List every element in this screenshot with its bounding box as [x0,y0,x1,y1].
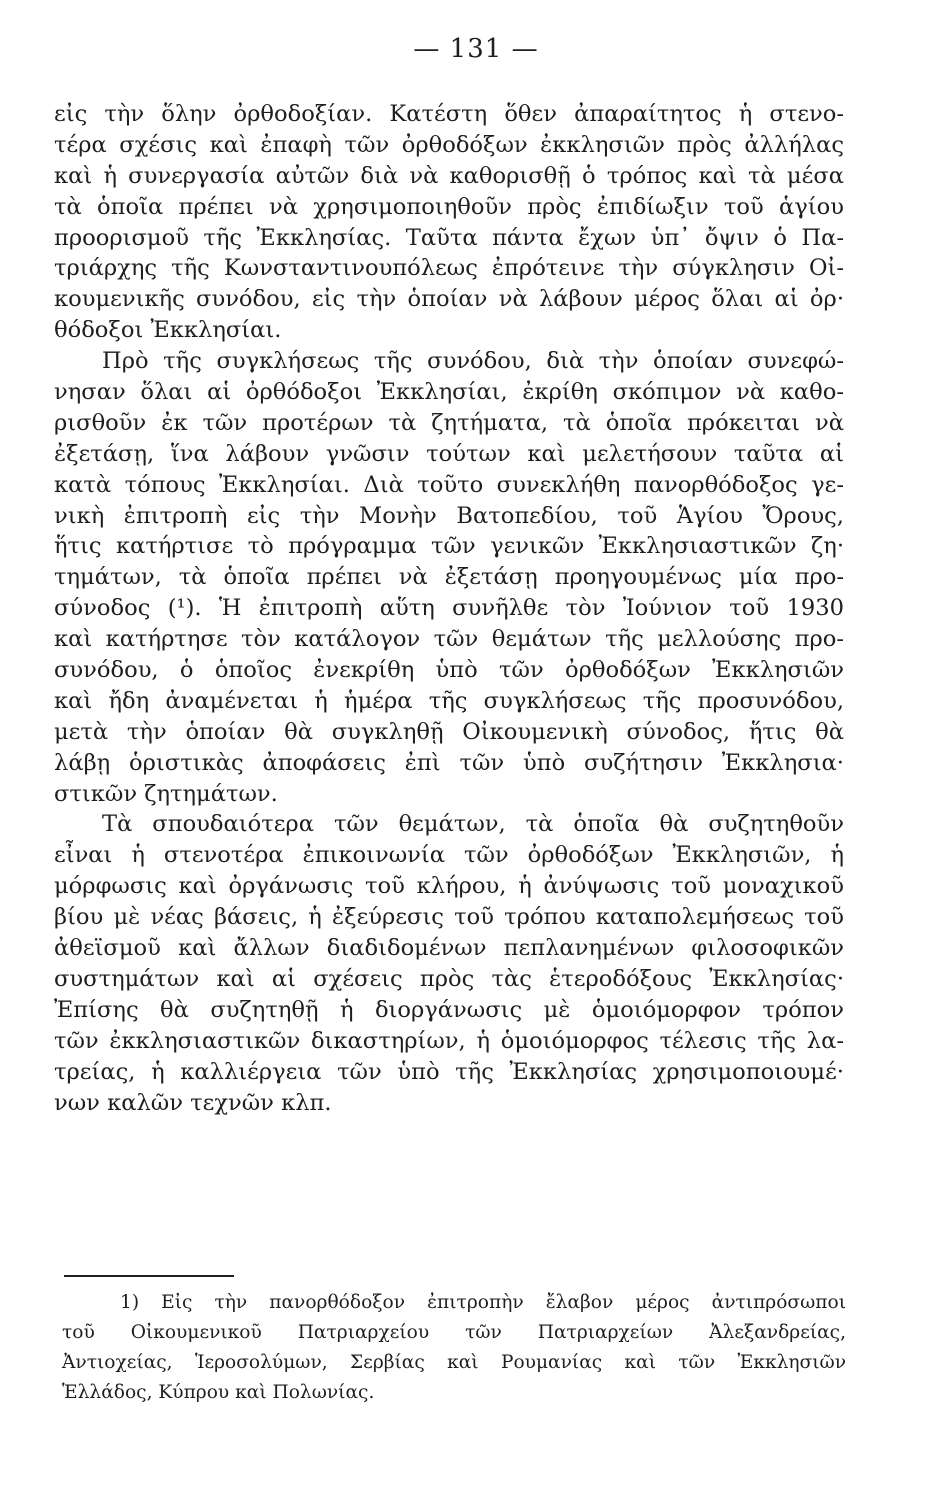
text-line: εἶναι ἡ στενοτέρα ἐπικοινωνία τῶν ὀρθοδόξων Ἐκκλησιῶν, ἡ [54,842,844,869]
text-line: νικὴ ἐπιτροπὴ εἰς τὴν Μονὴν Βατοπεδίου, τοῦ Ἁγίου Ὄρους, [54,502,844,529]
paragraph-start-line: Πρὸ τῆς συγκλήσεως τῆς συνόδου, διὰ τὴν ὁποίαν συνεφώ- [102,348,844,375]
text-line: τριάρχης τῆς Κωνσταντινουπόλεως ἐπρότεινε τὴν σύγκλησιν Οἰ- [54,255,844,282]
text-line: καὶ ἡ συνεργασία αὐτῶν διὰ νὰ καθορισθῇ ὁ τρόπος καὶ τὰ μέσα [54,162,844,189]
text-line: ρισθοῦν ἐκ τῶν προτέρων τὰ ζητήματα, τὰ ὁποῖα πρόκειται νὰ [54,409,844,436]
text-line: τρείας, ἡ καλλιέργεια τῶν ὑπὸ τῆς Ἐκκλησίας χρησιμοποιουμέ· [54,1058,844,1085]
text-line: ἀθεϊσμοῦ καὶ ἄλλων διαδιδομένων πεπλανημένων φιλοσοφικῶν [54,935,844,962]
text-line: βίου μὲ νέας βάσεις, ἡ ἐξεύρεσις τοῦ τρόπου καταπολεμήσεως τοῦ [54,904,844,931]
footnote-line: 1) Εἰς τὴν πανορθόδοξον ἐπιτροπὴν ἔλαβον μέρος ἀντιπρόσωποι [120,1292,846,1313]
text-line: θόδοξοι Ἐκκλησίαι. [54,317,282,344]
footnote-line: τοῦ Οἰκουμενικοῦ Πατριαρχείου τῶν Πατριαρχείων Ἀλεξανδρείας, [62,1322,846,1343]
text-line: εἰς τὴν ὅλην ὀρθοδοξίαν. Κατέστη ὅθεν ἀπαραίτητος ἡ στενο- [54,101,844,127]
text-line: σύνοδος (¹). Ἡ ἐπιτροπὴ αὕτη συνῆλθε τὸν Ἰούνιον τοῦ 1930 [54,595,844,622]
text-line: καὶ κατήρτησε τὸν κατάλογον τῶν θεμάτων τῆς μελλούσης προ- [54,626,844,653]
text-line: κουμενικῆς συνόδου, εἰς τὴν ὁποίαν νὰ λάβουν μέρος ὅλαι αἱ ὀρ· [54,286,844,313]
text-line: ἥτις κατήρτισε τὸ πρόγραμμα τῶν γενικῶν Ἐκκλησιαστικῶν ζη· [54,533,844,560]
paragraph-start-line: Τὰ σπουδαιότερα τῶν θεμάτων, τὰ ὁποῖα θὰ συζητηθοῦν [102,811,844,838]
text-line: μόρφωσις καὶ ὀργάνωσις τοῦ κλήρου, ἡ ἀνύψωσις τοῦ μοναχικοῦ [54,873,844,900]
text-line: νησαν ὅλαι αἱ ὀρθόδοξοι Ἐκκλησίαι, ἐκρίθη σκόπιμον νὰ καθο- [54,379,844,406]
page-number: — 131 — [413,34,539,64]
text-line: προορισμοῦ τῆς Ἐκκλησίας. Ταῦτα πάντα ἔχων ὑπ᾽ ὄψιν ὁ Πα- [54,224,844,251]
body-text [54,99,844,1118]
footnote [62,1288,846,1408]
text-line: στικῶν ζητημάτων. [54,780,278,807]
text-line: ἐξετάσῃ, ἵνα λάβουν γνῶσιν τούτων καὶ μελετήσουν ταῦτα αἱ [54,440,844,467]
text-line: τέρα σχέσις καὶ ἐπαφὴ τῶν ὀρθοδόξων ἐκκλησιῶν πρὸς ἀλλήλας [54,131,844,158]
text-line: τὰ ὁποῖα πρέπει νὰ χρησιμοποιηθοῦν πρὸς ἐπιδίωξιν τοῦ ἁγίου [54,193,844,220]
text-line: κατὰ τόπους Ἐκκλησίαι. Διὰ τοῦτο συνεκλήθη πανορθόδοξος γε- [54,471,844,498]
text-line: τημάτων, τὰ ὁποῖα πρέπει νὰ ἐξετάσῃ προηγουμένως μία προ- [54,564,844,591]
text-line: Ἐπίσης θὰ συζητηθῇ ἡ διοργάνωσις μὲ ὁμοιόμορφον τρόπον [54,996,844,1023]
text-line: συνόδου, ὁ ὁποῖος ἐνεκρίθη ὑπὸ τῶν ὀρθοδόξων Ἐκκλησιῶν [54,657,844,684]
text-line: μετὰ τὴν ὁποίαν θὰ συγκληθῇ Οἰκουμενικὴ σύνοδος, ἥτις θὰ [54,718,844,745]
footnote-divider [64,1275,234,1277]
text-line: λάβῃ ὁριστικὰς ἀποφάσεις ἐπὶ τῶν ὑπὸ συζήτησιν Ἐκκλησια· [54,749,844,776]
text-line: τῶν ἐκκλησιαστικῶν δικαστηρίων, ἡ ὁμοιόμορφος τέλεσις τῆς λα- [54,1027,844,1054]
footnote-line: Ἀντιοχείας, Ἱεροσολύμων, Σερβίας καὶ Ρουμανίας καὶ τῶν Ἐκκλησιῶν [62,1352,846,1373]
text-line: συστημάτων καὶ αἱ σχέσεις πρὸς τὰς ἑτεροδόξους Ἐκκλησίας· [54,965,844,992]
footnote-line: Ἑλλάδος, Κύπρου καὶ Πολωνίας. [62,1382,375,1403]
text-line: καὶ ἤδη ἀναμένεται ἡ ἡμέρα τῆς συγκλήσεως τῆς προσυνόδου, [54,687,844,714]
text-line: νων καλῶν τεχνῶν κλπ. [54,1089,332,1116]
